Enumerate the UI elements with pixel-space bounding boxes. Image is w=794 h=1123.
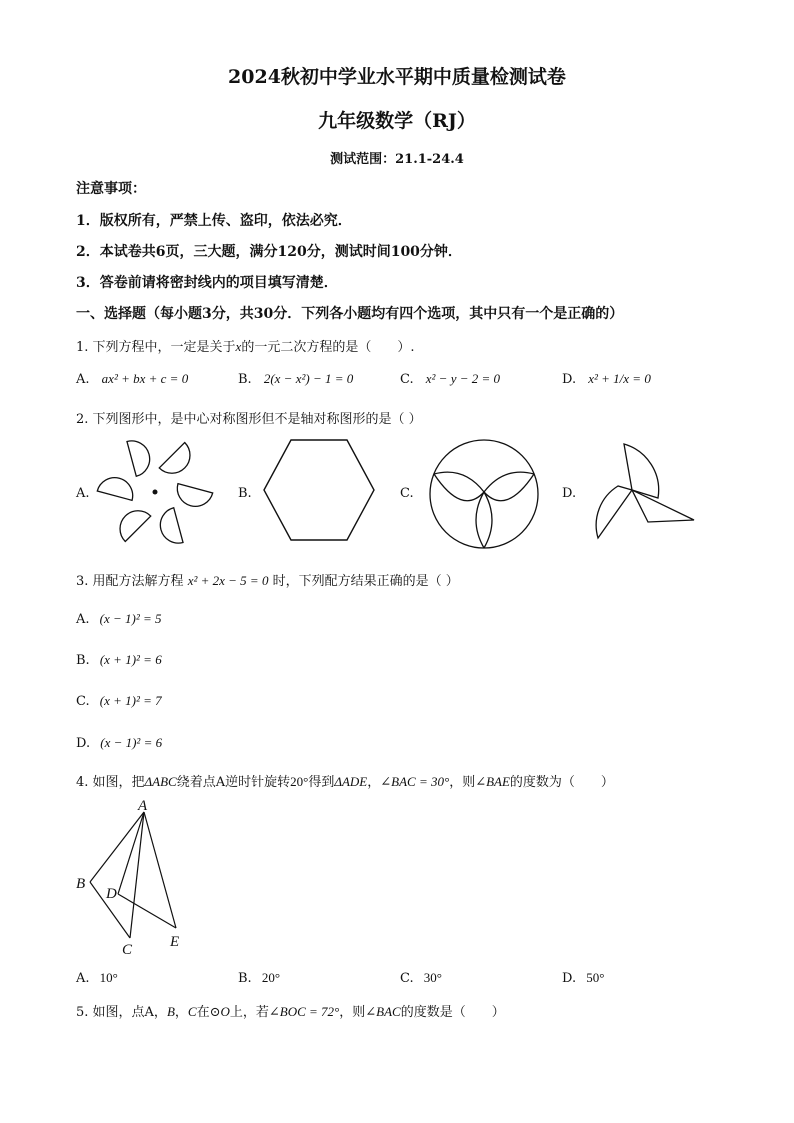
q5-asked-angle: ∠BAC — [365, 1004, 401, 1019]
option-letter: A. — [76, 372, 90, 387]
q2-figure-d-propeller — [590, 438, 700, 546]
q4-triangle-abc: ΔABC — [144, 774, 177, 789]
question-5-stem — [76, 1001, 505, 1020]
q5-circle-o: ⊙O — [209, 1004, 230, 1019]
q1-stem-part2: 的一元二次方程的是（ ）. — [241, 340, 415, 355]
q5-point-c: C — [187, 1004, 197, 1019]
q3-option-c — [76, 693, 162, 709]
option-letter: B. — [238, 372, 252, 387]
q5-stem-part2: 在 — [196, 1005, 210, 1020]
q4-stem-part4: ， — [367, 775, 381, 790]
q3-stem-part2: 时，下列配方结果正确的是（ ） — [272, 574, 459, 589]
notes-heading: 注意事项： — [76, 181, 146, 197]
q2-figure-a-pinwheel — [92, 436, 222, 546]
option-letter: B. — [238, 971, 252, 986]
test-range: 测试范围：21.1-24.4 — [330, 152, 464, 167]
question-3-stem — [76, 570, 459, 589]
q3-option-b-expr: (x + 1)² = 6 — [99, 652, 162, 667]
q1-option-d-expr: x² + 1/x = 0 — [588, 371, 651, 386]
point-label-d: D — [106, 886, 117, 902]
q4-rotation-angle: 20° — [290, 774, 309, 789]
q2-figure-b-hexagon — [260, 436, 378, 544]
q1-option-a-expr: ax² + bx + c = 0 — [101, 371, 189, 386]
q3-stem-part1: 3. 用配方法解方程 — [76, 574, 184, 589]
q1-option-b — [238, 371, 353, 387]
q4-stem-part6: 的度数为（ ） — [509, 775, 614, 790]
section-heading: 一、选择题（每小题3分，共30分．下列各小题均有四个选项，其中只有一个是正确的） — [76, 306, 624, 322]
note-item-2: 2．本试卷共6页，三大题，满分120分，测试时间100分钟． — [76, 244, 462, 260]
q4-option-c-value: 30° — [423, 970, 442, 985]
q4-option-a-value: 10° — [99, 970, 118, 985]
option-letter: B. — [76, 653, 90, 668]
q5-point-b: B — [166, 1004, 175, 1019]
q3-option-a — [76, 611, 162, 627]
option-letter: A. — [76, 612, 90, 627]
q4-stem-part5: ，则 — [449, 775, 476, 790]
q3-option-c-expr: (x + 1)² = 7 — [99, 693, 162, 708]
question-1-stem — [76, 336, 414, 355]
q5-stem-part3: 上，若 — [229, 1005, 269, 1020]
q4-option-d — [562, 970, 604, 986]
q5-stem-part4: ，则 — [339, 1005, 366, 1020]
point-label-c: C — [122, 942, 133, 958]
q1-option-d — [562, 371, 651, 387]
q5-given-angle: ∠BOC = 72° — [268, 1004, 340, 1019]
q1-option-b-expr: 2(x − x²) − 1 = 0 — [263, 371, 354, 386]
q3-equation: x² + 2x − 5 = 0 — [187, 573, 269, 588]
q3-option-d-expr: (x − 1)² = 6 — [100, 735, 163, 750]
q4-triangle-ade: ΔADE — [334, 774, 368, 789]
q5-stem-part5: 的度数是（ ） — [400, 1005, 505, 1020]
q5-stem-part1: 5. 如图，点A， — [76, 1005, 167, 1020]
q4-triangle-figure — [74, 796, 194, 956]
q3-option-d — [76, 735, 162, 751]
q4-option-d-value: 50° — [586, 970, 605, 985]
point-label-a: A — [138, 798, 148, 814]
option-letter: C. — [76, 694, 90, 709]
q1-option-a — [76, 371, 188, 387]
option-letter: C. — [400, 971, 414, 986]
question-4-stem — [76, 771, 614, 790]
q4-option-a — [76, 970, 118, 986]
q2-figure-c-circle-arcs — [424, 436, 544, 552]
q1-option-c-expr: x² − y − 2 = 0 — [425, 371, 501, 386]
option-letter: D. — [562, 971, 577, 986]
q3-option-b — [76, 652, 162, 668]
q5-separator: ， — [174, 1005, 188, 1020]
q4-option-b — [238, 970, 280, 986]
point-label-b: B — [76, 876, 86, 892]
q4-option-b-value: 20° — [261, 970, 281, 985]
option-letter: A. — [76, 971, 90, 986]
option-letter: D. — [562, 372, 577, 387]
option-letter: D. — [76, 736, 91, 751]
q3-option-a-expr: (x − 1)² = 5 — [99, 611, 162, 626]
q1-stem-part1: 1. 下列方程中，一定是关于 — [76, 340, 236, 355]
note-item-1: 1．版权所有，严禁上传、盗印，依法必究． — [76, 213, 352, 229]
question-2-stem: 2. 下列图形中，是中心对称图形但不是轴对称图形的是（ ） — [76, 412, 422, 427]
exam-subtitle: 九年级数学（RJ） — [318, 110, 476, 132]
q2-option-d-letter: D. — [562, 486, 577, 501]
note-item-3: 3．答卷前请将密封线内的项目填写清楚． — [76, 275, 338, 291]
q4-option-c — [400, 970, 442, 986]
q4-stem-part3: 得到 — [308, 775, 335, 790]
q2-option-c-letter: C. — [400, 486, 414, 501]
q2-option-b-letter: B. — [238, 486, 252, 501]
q4-given-angle: ∠BAC = 30° — [380, 774, 450, 789]
point-label-e: E — [170, 934, 180, 950]
exam-title: 2024秋初中学业水平期中质量检测试卷 — [228, 66, 566, 88]
q4-asked-angle: ∠BAE — [475, 774, 510, 789]
q1-variable: x — [235, 339, 242, 354]
q2-option-a-letter: A. — [76, 486, 90, 501]
option-letter: C. — [400, 372, 414, 387]
q4-stem-part1: 4. 如图，把 — [76, 775, 145, 790]
q4-stem-part2: 绕着点A逆时针旋转 — [176, 775, 291, 790]
q1-option-c — [400, 371, 500, 387]
